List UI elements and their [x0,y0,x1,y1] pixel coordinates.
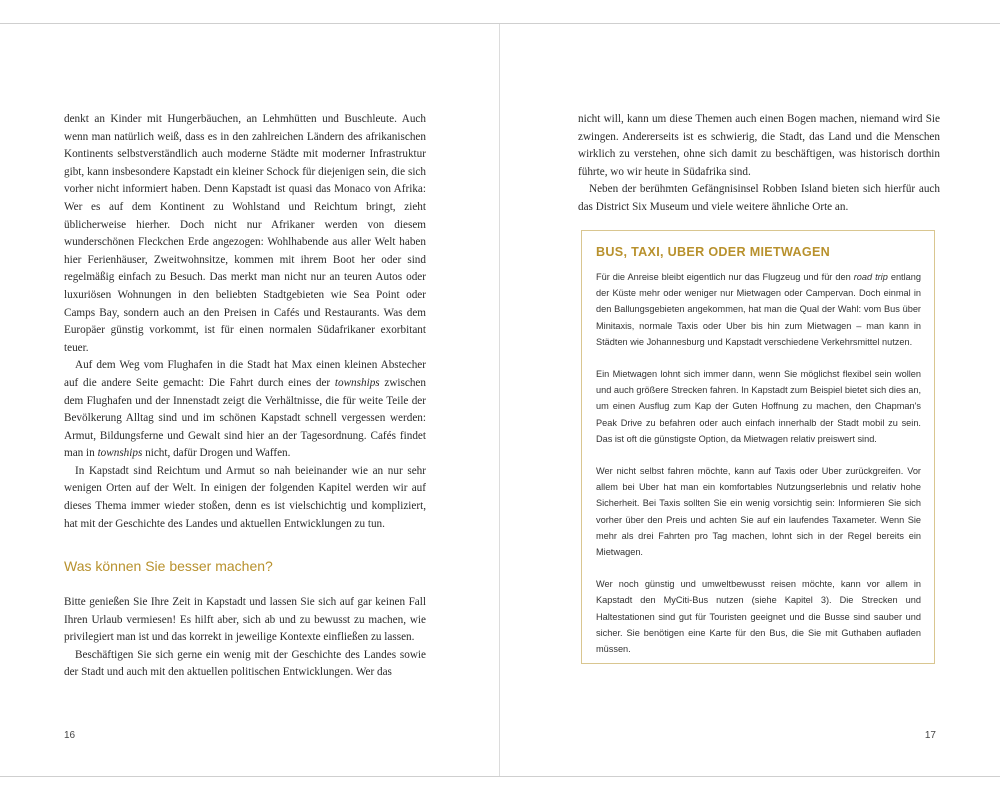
paragraph [64,357,426,463]
paragraph: Neben der berühmten Gefängnisinsel Robben Island bieten sich hierfür auch das District Six Museum und viele weitere ähnliche Orte an. [578,183,940,213]
left-body-text [64,111,426,533]
section-heading: Was können Sie besser machen? [64,558,273,574]
emphasis: townships [97,447,143,460]
text-run: Für die Anreise bleibt eigentlich nur das Flugzeug und für den [596,272,854,282]
paragraph: nicht will, kann um diese Themen auch einen Bogen machen, niemand wird Sie zwingen. Andererseits ist es schwierig, die Stadt, das Land und die Menschen wirklich zu verstehen, ohne sich damit zu beschäftigen, was historisch dorthin führte, wo wir heute in Südafrika sind. [578,113,940,178]
emphasis: road trip [853,272,888,282]
info-box-paragraph: Ein Mietwagen lohnt sich immer dann, wenn Sie möglichst flexibel sein wollen und auch größere Strecken fahren. In Kapstadt zum Beispiel bietet sich dies an, um einen Ausflug zum Kap der Guten Hoffnung zu machen, den Chapman's Peak Drive zu befahren oder auch einfach innerhalb der Stadt mobil zu sein. Das ist oft die günstigste Option, da Mietwagen relativ preiswert sind. [596,369,921,444]
paragraph: In Kapstadt sind Reichtum und Armut so nah beieinander wie an nur sehr wenigen Orten auf der Welt. In einigen der folgenden Kapitel werden wir auf dieses Thema immer wieder stoßen, denn es ist vielschichtig und kompliziert, hat mit der Geschichte des Landes und aktuellen Entwicklungen zu tun. [64,464,426,530]
paragraph: denkt an Kinder mit Hungerbäuchen, an Lehmhütten und Buschleute. Auch wenn man natürlich weiß, dass es in den zahlreichen Ländern des afrikanischen Kontinents selbstverständlich auch moderne Städte mit moderner Infrastruktur gibt, kann insbesondere Kapstadt ein kleiner Schock für diejenigen sein, die sich vorher nicht informiert haben. Denn Kapstadt ist quasi das Monaco von Afrika: Wer es auf dem Kontinent zu Wohlstand und Reichtum bringt, zieht üblicherweise hierher. Doch nicht nur Afrikaner werden von diesem wunderschönen Fleckchen Erde angezogen: Wohlhabende aus aller Welt haben hier Ferienhäuser, Zweitwohnsitze, kommen mit ihrem Boot her oder sind regelmäßig einfach zu Besuch. Das merkt man nicht nur an teuren Autos oder luxuriösen Wohnungen in den beliebten Stadtgebieten wie Sea Point oder Camps Bay, sondern auch an den Preisen in Cafés und Restaurants. Was dem Europäer günstig vorkommt, ist für einen normalen Südafrikaner exorbitant teuer. [64,113,426,354]
left-body-text-2 [64,594,426,682]
text-run: Auf dem Weg vom Flughafen in die Stadt hat Max einen kleinen Abstecher auf die andere Seite gemacht: Die Fahrt durch eines der [64,359,426,389]
info-box-paragraph: Wer noch günstig und umweltbewusst reisen möchte, kann vor allem in Kapstadt den MyCiti-Bus nutzen (siehe Kapitel 3). Die Strecken und Haltestationen sind gut für Touristen geeignet und die Busse sind sauber und sicher. Sie benötigen eine Karte für den Bus, die Sie mit Guthaben aufladen müssen. [596,579,921,655]
info-box-title: BUS, TAXI, UBER ODER MIETWAGEN [596,245,831,259]
text-run: entlang der Küste mehr oder weniger nur Mietwagen oder Campervan. Doch einmal in den Ballungsgebieten angekommen, hat man die Qual der Wahl: vom Bus über Minitaxis, normale Taxis oder Uber bis hin zum Mietwagen – man kann in Städten wie Johannesburg und Kapstadt verschiedene Verkehrsmittel nutzen. [596,272,921,347]
info-box [581,230,935,664]
emphasis: townships [334,376,380,389]
paragraph: Beschäftigen Sie sich gerne ein wenig mit der Geschichte des Landes sowie der Stadt und auch mit den aktuellen politischen Entwicklungen. Wer das [64,648,426,679]
right-page [500,0,1000,800]
right-body-text [578,111,940,217]
info-box-paragraph: Wer nicht selbst fahren möchte, kann auf Taxis oder Uber zurückgreifen. Vor allem bei Uber hat man ein komfortables Nutzungserlebnis und relativ hohe Sicherheit. Bei Taxis sollten Sie ein wenig vorsichtig sein: Informieren Sie sich vorher über den Preis und achten Sie auf ein laufendes Taxameter. Wenn Sie mehr als drei Fahrten pro Tag machen, lohnt sich in der Regel bereits ein Mietwagen. [596,466,921,558]
left-page [0,0,499,800]
text-run: nicht, dafür Drogen und Waffen. [142,447,291,460]
text-run: zwischen dem Flughafen und der Innenstadt zeigt die Verhältnisse, die für weite Teile der Bevölkerung Alltag sind und im schönen Kapstadt schnell vergessen werden: Armut, Bildungsferne und Gewalt sind hier an der Tagesordnung. Cafés findet man in [64,376,426,460]
paragraph: Bitte genießen Sie Ihre Zeit in Kapstadt und lassen Sie sich auf gar keinen Fall Ihren Urlaub vermiesen! Es hilft aber, sich ab und zu bewusst zu machen, wie privilegiert man ist und das korrekt in jeweilige Kontexte einfließen zu lassen. [64,596,426,644]
page-number-right: 17 [924,730,936,741]
page-number-left: 16 [64,730,76,741]
info-box-paragraph [596,269,921,350]
